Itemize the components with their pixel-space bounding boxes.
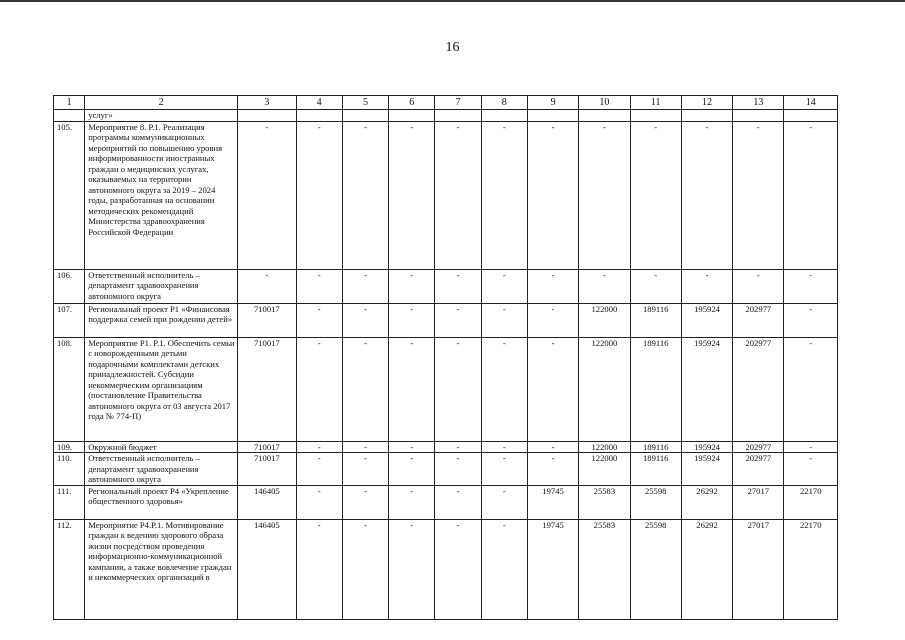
value-cell: - [342,121,388,269]
column-number-cell: 12 [681,96,732,110]
value-cell [579,110,630,122]
value-cell: 202977 [733,453,784,486]
value-cell: - [435,441,481,453]
value-cell: 26292 [681,519,732,619]
value-cell: - [389,441,435,453]
value-cell: - [435,121,481,269]
value-cell: 710017 [238,441,296,453]
table-row [54,337,838,441]
value-cell: - [579,121,630,269]
column-number-cell: 4 [296,96,342,110]
column-number-cell: 2 [85,96,238,110]
column-number-cell: 13 [733,96,784,110]
value-cell: - [630,269,681,303]
value-cell: 19745 [527,519,578,619]
value-cell: - [296,303,342,337]
value-cell: - [527,441,578,453]
table-row [54,269,838,303]
value-cell: - [238,121,296,269]
row-number: 108. [54,337,85,441]
value-cell [527,110,578,122]
value-cell: - [435,453,481,486]
value-cell: 189116 [630,337,681,441]
table-row [54,110,838,122]
row-number [54,110,85,122]
row-description: Региональный проект Р4 «Укрепление общественного здоровья» [85,485,238,519]
value-cell [342,110,388,122]
table-row [54,303,838,337]
value-cell: - [481,453,527,486]
value-cell: - [784,269,838,303]
value-cell: - [481,303,527,337]
row-description: услуг» [85,110,238,122]
row-number: 107. [54,303,85,337]
value-cell: - [630,121,681,269]
value-cell: - [296,485,342,519]
value-cell: - [481,441,527,453]
column-number-cell: 5 [342,96,388,110]
value-cell [296,110,342,122]
row-description: Ответственный исполнитель – департамент здравоохранения автономного округа [85,453,238,486]
value-cell: - [389,519,435,619]
value-cell: - [784,303,838,337]
value-cell: - [342,337,388,441]
column-number-cell: 9 [527,96,578,110]
row-description: Окружной бюджет [85,441,238,453]
value-cell: - [527,269,578,303]
column-number-cell: 6 [389,96,435,110]
value-cell: - [481,519,527,619]
value-cell: - [733,269,784,303]
value-cell: 19745 [527,485,578,519]
value-cell: - [342,453,388,486]
value-cell: - [784,337,838,441]
value-cell: 189116 [630,441,681,453]
row-description: Мероприятие 8. Р.1. Реализация программы коммуникационных мероприятий по повышению уровня информированности иностранных граждан о медицинских услугах, оказываемых на территории автономного округа за 2019 – 2024 годы, разработанная на основании методических рекомендаций Министерства здравоохранения Российской Федерации [85,121,238,269]
row-description: Мероприятие Р1. Р.1. Обеспечить семьи с новорожденными детьми подарочными комплектами детских принадлежностей. Субсидии некоммерческим организациям (постановление Правительства автономного округа от 03 августа 2017 года № 774-П) [85,337,238,441]
column-number-cell: 8 [481,96,527,110]
column-number-cell: 1 [54,96,85,110]
value-cell: 27017 [733,485,784,519]
value-cell: - [389,121,435,269]
value-cell: - [527,453,578,486]
value-cell [238,110,296,122]
value-cell: - [342,485,388,519]
value-cell [784,110,838,122]
column-number-cell: 7 [435,96,481,110]
value-cell: - [481,485,527,519]
row-number: 110. [54,453,85,486]
value-cell: - [527,121,578,269]
value-cell: 122000 [579,453,630,486]
value-cell: 25583 [579,485,630,519]
value-cell: 26292 [681,485,732,519]
value-cell: - [681,121,732,269]
value-cell: - [435,519,481,619]
value-cell: - [342,269,388,303]
value-cell: - [389,269,435,303]
value-cell: - [342,441,388,453]
value-cell: 202977 [733,337,784,441]
value-cell: - [681,269,732,303]
column-number-cell: 14 [784,96,838,110]
value-cell: - [435,337,481,441]
value-cell [630,110,681,122]
budget-table [53,95,838,620]
table-row [54,519,838,619]
row-number: 111. [54,485,85,519]
value-cell: - [342,303,388,337]
column-number-cell: 11 [630,96,681,110]
value-cell: 122000 [579,303,630,337]
value-cell: - [481,121,527,269]
value-cell: 146405 [238,519,296,619]
value-cell [681,110,732,122]
value-cell: - [435,303,481,337]
value-cell: - [296,453,342,486]
table-row [54,453,838,486]
value-cell: - [389,453,435,486]
table-row [54,441,838,453]
value-cell: - [296,121,342,269]
table-row [54,485,838,519]
value-cell: 202977 [733,303,784,337]
row-description: Ответственный исполнитель – департамент здравоохранения автономного округа [85,269,238,303]
value-cell: - [784,441,838,453]
value-cell: - [389,485,435,519]
value-cell: - [784,121,838,269]
value-cell: - [527,337,578,441]
value-cell: - [238,269,296,303]
value-cell: 202977 [733,441,784,453]
value-cell: - [481,269,527,303]
column-number-cell: 10 [579,96,630,110]
value-cell: - [296,519,342,619]
value-cell: - [435,269,481,303]
value-cell: - [296,269,342,303]
value-cell: 122000 [579,337,630,441]
value-cell [389,110,435,122]
row-number: 105. [54,121,85,269]
value-cell: 710017 [238,453,296,486]
value-cell [435,110,481,122]
row-number: 112. [54,519,85,619]
column-number-row [54,96,838,110]
value-cell: 25583 [579,519,630,619]
value-cell: 189116 [630,453,681,486]
value-cell: 195924 [681,453,732,486]
row-number: 109. [54,441,85,453]
value-cell [733,110,784,122]
value-cell: - [784,453,838,486]
value-cell [481,110,527,122]
value-cell: 25598 [630,519,681,619]
row-description: Мероприятие Р4.Р.1. Мотивирование граждан к ведению здорового образа жизни посредством проведения информационно-коммуникационной кампании, а также вовлечение граждан и некоммерческих организаций в [85,519,238,619]
value-cell: - [389,337,435,441]
column-number-cell: 3 [238,96,296,110]
value-cell: 27017 [733,519,784,619]
table-row [54,121,838,269]
value-cell: 189116 [630,303,681,337]
value-cell: - [296,337,342,441]
value-cell: - [527,303,578,337]
value-cell: 195924 [681,337,732,441]
value-cell: 22170 [784,519,838,619]
value-cell: - [389,303,435,337]
value-cell: - [481,337,527,441]
page-number: 16 [445,40,460,55]
value-cell: 22170 [784,485,838,519]
value-cell: 195924 [681,303,732,337]
value-cell: 146405 [238,485,296,519]
value-cell: 195924 [681,441,732,453]
value-cell: 710017 [238,303,296,337]
value-cell: - [435,485,481,519]
table-body [54,96,838,620]
value-cell: 25598 [630,485,681,519]
row-number: 106. [54,269,85,303]
value-cell: 710017 [238,337,296,441]
page-top-edge [0,0,905,2]
value-cell: - [733,121,784,269]
value-cell: 122000 [579,441,630,453]
row-description: Региональный проект Р1 «Финансовая поддержка семей при рождении детей» [85,303,238,337]
value-cell: - [579,269,630,303]
value-cell: - [342,519,388,619]
value-cell: - [296,441,342,453]
